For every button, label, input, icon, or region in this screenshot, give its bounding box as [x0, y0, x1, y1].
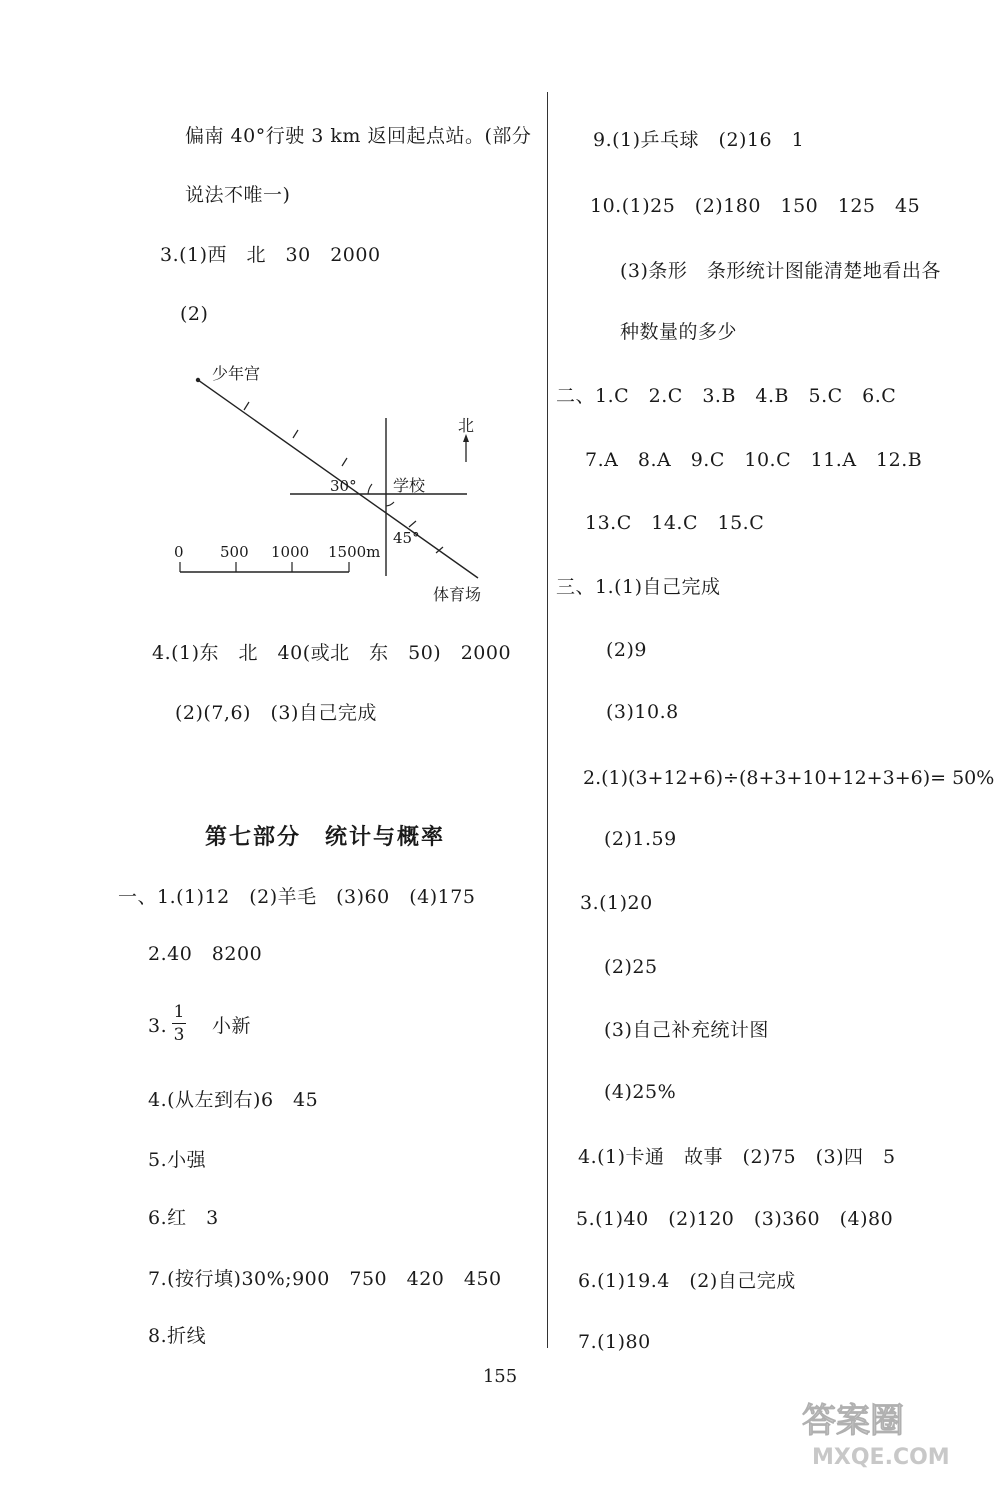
answer-line: 8.折线	[148, 1325, 207, 1347]
answer-line: 3.(1)西 北 30 2000	[160, 244, 381, 266]
answer-line: 4.(1)东 北 40(或北 东 50) 2000	[152, 642, 512, 664]
fraction-bar	[172, 1023, 186, 1024]
answer-line: (2)9	[606, 639, 648, 661]
answer-line: 4.(从左到右)6 45	[148, 1089, 319, 1111]
answer-line: (2)	[180, 303, 209, 325]
column-divider	[547, 92, 548, 1348]
answer-line: (2)1.59	[604, 828, 677, 850]
label-angle-30: 30°	[330, 477, 357, 495]
answer-line: 2.40 8200	[148, 943, 263, 965]
answer-line: 二、1.C 2.C 3.B 4.B 5.C 6.C	[556, 385, 897, 407]
answer-line: 9.(1)乒乓球 (2)16 1	[593, 129, 805, 151]
label-school: 学校	[393, 476, 426, 495]
answer-line: 13.C 14.C 15.C	[585, 512, 765, 534]
answer-line: (3)自己补充统计图	[604, 1019, 769, 1041]
answer-line: 6.(1)19.4 (2)自己完成	[578, 1270, 796, 1292]
fraction-denominator: 3	[173, 1025, 185, 1045]
answer-line: 10.(1)25 (2)180 150 125 45	[590, 195, 921, 217]
answer-line: 7.(1)80	[578, 1331, 651, 1353]
answer-line: (3)条形 条形统计图能清楚地看出各	[620, 260, 941, 282]
watermark-bottom: MXQE.COM	[812, 1445, 950, 1470]
scale-label: 0	[174, 543, 184, 561]
label-north: 北	[458, 416, 475, 435]
label-stadium: 体育场	[433, 585, 482, 604]
answer-line: 偏南 40°行驶 3 km 返回起点站。(部分	[185, 125, 532, 147]
answer-line: (2)25	[604, 956, 658, 978]
answer-line: (2)(7,6) (3)自己完成	[175, 702, 377, 724]
answer-line: 三、1.(1)自己完成	[556, 576, 721, 598]
answer-line: 3.(1)20	[580, 892, 653, 914]
section-heading: 第七部分 统计与概率	[205, 824, 446, 850]
answer-line: 6.红 3	[148, 1207, 219, 1229]
direction-diagram	[170, 352, 500, 612]
answer-line: (3)10.8	[606, 701, 679, 723]
answer-line: (4)25%	[604, 1081, 677, 1103]
scale-label: 500	[220, 543, 249, 561]
label-shaoniangong: 少年宫	[212, 364, 261, 383]
answer-line: 一、1.(1)12 (2)羊毛 (3)60 (4)175	[118, 886, 476, 908]
answer-line: 7.A 8.A 9.C 10.C 11.A 12.B	[585, 449, 923, 471]
page-number: 155	[482, 1366, 518, 1387]
answer-line: 5.小强	[148, 1149, 207, 1171]
scale-label: 1000	[271, 543, 310, 561]
scale-label: 1500m	[328, 543, 381, 561]
answer-line: 种数量的多少	[620, 321, 738, 343]
answer-line: 7.(按行填)30%;900 750 420 450	[148, 1268, 502, 1290]
answer-line: 小新	[212, 1015, 252, 1037]
answer-line: 4.(1)卡通 故事 (2)75 (3)四 5	[578, 1146, 896, 1168]
answer-line: 5.(1)40 (2)120 (3)360 (4)80	[576, 1208, 894, 1230]
fraction-numerator: 1	[173, 1002, 185, 1022]
watermark-logo	[792, 1396, 982, 1472]
answer-line: 说法不唯一)	[185, 184, 291, 206]
answer-prefix: 3.	[148, 1015, 168, 1037]
answer-line: 2.(1)(3+12+6)÷(8+3+10+12+3+6)= 50%	[583, 767, 995, 789]
watermark-top: 答案圈	[802, 1401, 904, 1441]
label-angle-45: 45°	[393, 529, 420, 547]
